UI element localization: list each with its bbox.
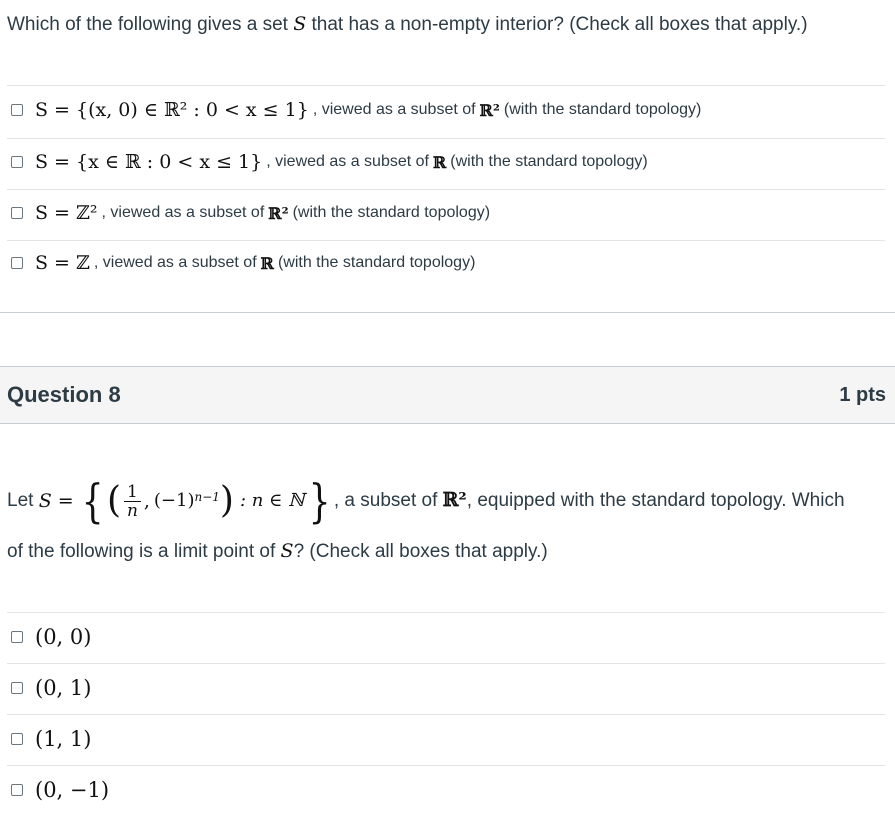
fraction: $\frac{1}{n}$: [124, 483, 141, 520]
prompt-post: that has a non-empty interior? (Check all boxes that apply.): [306, 14, 808, 35]
line2-set-symbol: S: [280, 540, 294, 562]
question-8-statement-line2: [7, 540, 548, 563]
q8-option-4[interactable]: [11, 765, 885, 815]
question-separator: [0, 312, 895, 313]
checkbox[interactable]: [11, 682, 23, 694]
checkbox[interactable]: [11, 631, 23, 643]
set-condition: : n ∈ ℕ: [239, 490, 305, 511]
question-7-prompt: [7, 13, 808, 36]
checkbox[interactable]: [11, 784, 23, 796]
power-exponent: n−1: [194, 490, 220, 504]
set-expression: S = { ( $\frac{1}{n}$ , (−1) $^{n-1}$ ) : n ∈ ℕ }: [38, 474, 331, 528]
option-math: S = ℤ: [35, 252, 90, 274]
stmt-after-post: , equipped with the standard topology. Which: [466, 490, 845, 512]
q7-option-3[interactable]: [11, 189, 885, 237]
q7-option-1[interactable]: [11, 86, 885, 134]
option-math: (1, 1): [35, 727, 92, 751]
option-math: (0, 0): [35, 625, 92, 649]
question-points: 1 pts: [839, 383, 886, 406]
option-space: ℝ: [260, 253, 274, 273]
question-title: Question 8: [7, 382, 121, 407]
q8-option-1[interactable]: [11, 612, 885, 662]
line2-post: ? (Check all boxes that apply.): [293, 541, 548, 562]
option-space: ℝ²: [268, 203, 289, 223]
option-math: S = {(x, 0) ∈ ℝ² : 0 < x ≤ 1}: [35, 99, 309, 121]
question-8-header: [0, 366, 895, 424]
option-space: ℝ: [432, 152, 447, 172]
stmt-let: Let: [7, 490, 39, 512]
checkbox[interactable]: [11, 207, 23, 219]
set-lhs: S =: [38, 490, 74, 512]
option-text: , viewed as a subset of: [93, 254, 257, 271]
q7-option-2[interactable]: [11, 138, 885, 186]
checkbox[interactable]: [11, 104, 23, 116]
checkbox[interactable]: [11, 257, 23, 269]
option-math: S = ℤ²: [35, 202, 98, 224]
option-text: , viewed as a subset of: [312, 101, 476, 118]
checkbox[interactable]: [11, 156, 23, 168]
prompt-set-symbol: S: [293, 13, 307, 35]
prompt-pre: Which of the following gives a set: [7, 14, 294, 35]
option-tail: (with the standard topology): [503, 101, 702, 118]
option-math: (0, 1): [35, 676, 92, 700]
option-math: (0, −1): [35, 778, 110, 802]
stmt-space: ℝ²: [442, 489, 467, 512]
q8-option-3[interactable]: [11, 714, 885, 764]
option-text: , viewed as a subset of: [101, 204, 265, 221]
option-tail: (with the standard topology): [292, 204, 491, 221]
option-space: ℝ²: [479, 100, 500, 120]
q8-option-2[interactable]: [11, 663, 885, 713]
option-text: , viewed as a subset of: [266, 153, 429, 170]
q7-option-4[interactable]: [11, 239, 885, 287]
option-tail: (with the standard topology): [450, 153, 648, 170]
checkbox[interactable]: [11, 733, 23, 745]
option-tail: (with the standard topology): [277, 254, 476, 271]
line2-pre: of the following is a limit point of: [7, 541, 281, 562]
question-8-statement: [7, 474, 887, 528]
stmt-after-pre: , a subset of: [333, 490, 443, 512]
option-math: S = {x ∈ ℝ : 0 < x ≤ 1}: [35, 151, 263, 173]
power-term: (−1): [153, 490, 195, 511]
